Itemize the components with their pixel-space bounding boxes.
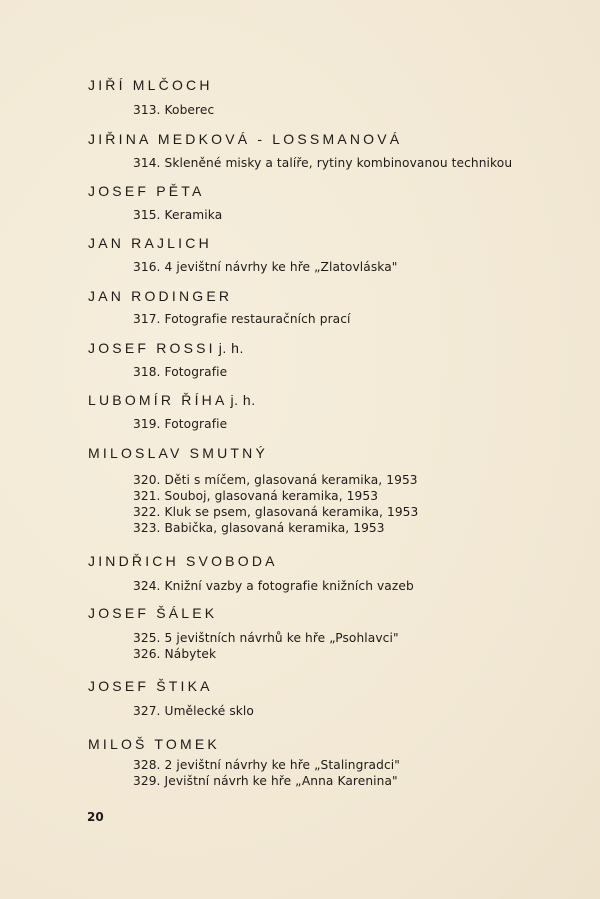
exhibit-item xyxy=(133,312,351,326)
item-number: 315. xyxy=(133,208,161,222)
item-title: Souboj, glasovaná keramika, 1953 xyxy=(164,489,379,503)
artist-name xyxy=(88,340,244,356)
item-title: 2 jevištní návrhy ke hře „Stalingradci" xyxy=(164,758,400,772)
artist-name xyxy=(88,392,256,408)
item-number: 322. xyxy=(133,505,161,519)
item-title: Knižní vazby a fotografie knižních vazeb xyxy=(164,579,414,593)
item-number: 325. xyxy=(133,631,161,645)
artist-name xyxy=(88,131,402,147)
artist-name-text: LUBOMÍR ŘÍHA xyxy=(88,392,228,408)
exhibit-item xyxy=(133,417,227,431)
item-title: Nábytek xyxy=(164,647,217,661)
exhibit-item xyxy=(133,208,222,222)
exhibit-item xyxy=(133,579,414,593)
artist-name xyxy=(88,183,205,199)
artist-name-text: JAN RODINGER xyxy=(88,288,233,304)
item-number: 321. xyxy=(133,489,161,503)
guest-suffix: j. h. xyxy=(230,392,256,408)
artist-name xyxy=(88,288,232,304)
artist-name-text: JOSEF ROSSI xyxy=(88,340,216,356)
item-title: 4 jevištní návrhy ke hře „Zlatovláska" xyxy=(164,260,398,274)
item-number: 329. xyxy=(133,774,161,788)
artist-name-text: MILOŠ TOMEK xyxy=(88,736,220,752)
item-number: 320. xyxy=(133,473,161,487)
artist-name xyxy=(88,678,213,694)
item-number: 318. xyxy=(133,365,161,379)
exhibit-item xyxy=(133,505,418,519)
artist-name-text: JOSEF ŠÁLEK xyxy=(88,605,218,621)
exhibit-item xyxy=(133,631,399,645)
item-title: Fotografie xyxy=(164,417,228,431)
item-number: 323. xyxy=(133,521,161,535)
exhibit-item xyxy=(133,489,378,503)
exhibit-item xyxy=(133,704,254,718)
item-title: Skleněné misky a talíře, rytiny kombinovanou technikou xyxy=(164,156,513,170)
artist-name-text: JAN RAJLICH xyxy=(88,235,212,251)
item-title: Babička, glasovaná keramika, 1953 xyxy=(164,521,385,535)
artist-name xyxy=(88,77,213,93)
item-title: Koberec xyxy=(164,103,215,117)
exhibit-item xyxy=(133,365,227,379)
artist-name xyxy=(88,605,217,621)
artist-name-text: JOSEF PĚTA xyxy=(88,183,205,199)
item-number: 319. xyxy=(133,417,161,431)
guest-suffix: j. h. xyxy=(218,340,244,356)
artist-name-text: JOSEF ŠTIKA xyxy=(88,678,213,694)
item-number: 327. xyxy=(133,704,161,718)
exhibit-item xyxy=(133,103,214,117)
item-number: 314. xyxy=(133,156,161,170)
item-number: 313. xyxy=(133,103,161,117)
item-title: Jevištní návrh ke hře „Anna Karenina" xyxy=(164,774,398,788)
item-title: 5 jevištních návrhů ke hře „Psohlavci" xyxy=(164,631,399,645)
exhibit-item xyxy=(133,758,400,772)
artist-name-text: MILOSLAV SMUTNÝ xyxy=(88,445,268,461)
item-title: Děti s míčem, glasovaná keramika, 1953 xyxy=(164,473,418,487)
exhibit-item xyxy=(133,156,512,170)
item-title: Fotografie xyxy=(164,365,228,379)
exhibit-item xyxy=(133,260,398,274)
artist-name xyxy=(88,445,268,461)
item-number: 328. xyxy=(133,758,161,772)
artist-name xyxy=(88,736,220,752)
item-title: Fotografie restauračních prací xyxy=(164,312,351,326)
item-number: 316. xyxy=(133,260,161,274)
item-number: 326. xyxy=(133,647,161,661)
artist-name-text: JINDŘICH SVOBODA xyxy=(88,553,278,569)
artist-name xyxy=(88,553,278,569)
item-title: Umělecké sklo xyxy=(164,704,254,718)
item-title: Keramika xyxy=(164,208,223,222)
artist-name xyxy=(88,235,212,251)
item-title: Kluk se psem, glasovaná keramika, 1953 xyxy=(164,505,419,519)
item-number: 324. xyxy=(133,579,161,593)
item-number: 317. xyxy=(133,312,161,326)
exhibit-item xyxy=(133,521,385,535)
exhibit-item xyxy=(133,473,418,487)
page-number: 20 xyxy=(87,810,104,824)
artist-name-text: JIŘINA MEDKOVÁ - LOSSMANOVÁ xyxy=(88,131,403,147)
exhibit-item xyxy=(133,774,398,788)
artist-name-text: JIŘÍ MLČOCH xyxy=(88,77,213,93)
exhibit-item xyxy=(133,647,216,661)
